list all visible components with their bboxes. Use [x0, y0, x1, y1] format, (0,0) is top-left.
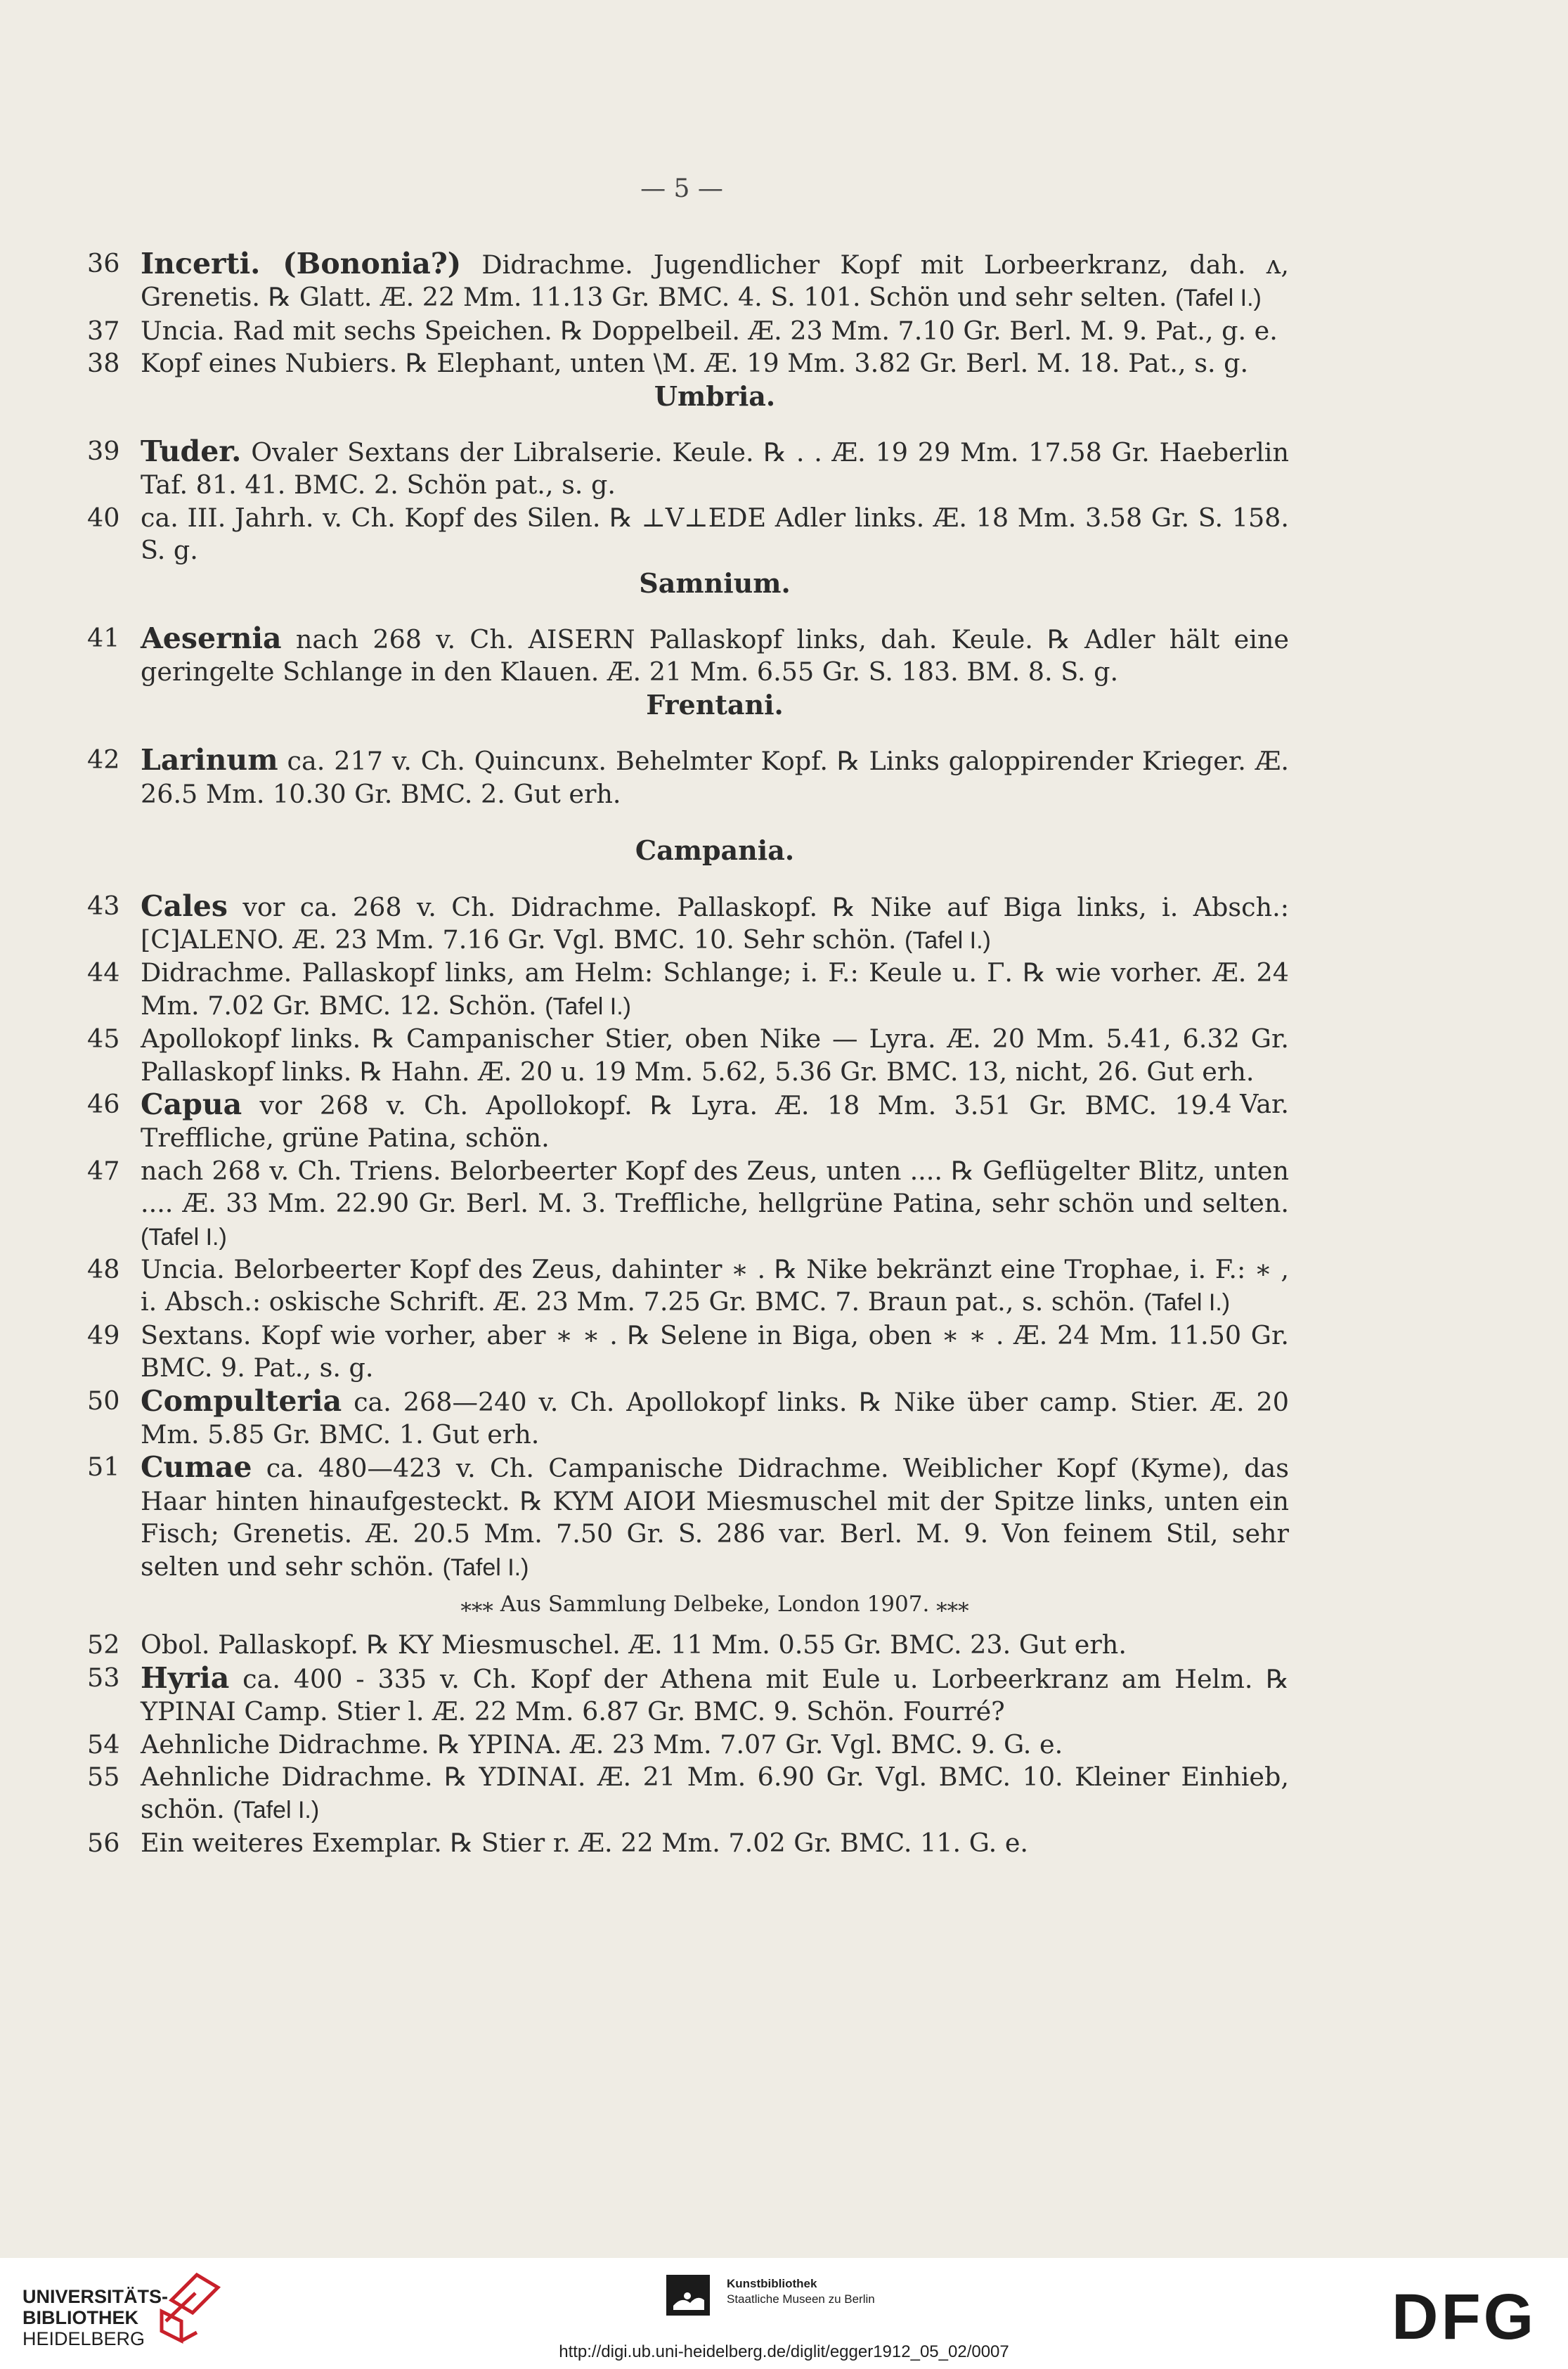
- entry-number: 46: [87, 1088, 120, 1119]
- entry-text: Aehnliche Didrachme. ℞ YPINA. Æ. 23 Mm. 7.07 Gr. Vgl. BMC. 9. G. e.: [141, 1729, 1063, 1760]
- catalog-entry: [87, 1451, 1289, 1584]
- entry-mint-name: Cumae: [141, 1450, 252, 1485]
- catalog-entry: [87, 1662, 1289, 1729]
- entry-number: 52: [87, 1629, 120, 1660]
- entry-text: Didrachme. Pallaskopf links, am Helm: Schlange; i. F.: Keule u. Γ. ℞ wie vorher. Æ. 24 Mm. 7.02 Gr. BMC. 12. Schön.: [141, 957, 1289, 1021]
- entry-plate-reference: (Tafel I.): [905, 927, 991, 954]
- permalink-url[interactable]: http://digi.ub.uni-heidelberg.de/diglit/egger1912_05_02/0007: [559, 2342, 1009, 2361]
- entry-text: ca. 217 v. Ch. Quincunx. Behelmter Kopf. ℞ Links galoppirender Krieger. Æ. 26.5 Mm. 10.30 Gr. BMC. 2. Gut erh.: [141, 746, 1289, 809]
- entry-number: 51: [87, 1452, 120, 1483]
- kunstbibliothek-logo-icon: [666, 2275, 710, 2316]
- catalog-entry: [87, 1385, 1289, 1452]
- entry-number: 55: [87, 1762, 120, 1793]
- entry-mint-name: Larinum: [141, 743, 278, 777]
- kunstbibliothek-logo-text: [727, 2276, 875, 2307]
- section-heading-samnium: Samnium.: [639, 567, 791, 599]
- entry-number: 37: [87, 315, 120, 346]
- entry-text: ca. 268—240 v. Ch. Apollokopf links. ℞ Nike über camp. Stier. Æ. 20 Mm. 5.85 Gr. BMC. 1. Gut erh.: [141, 1386, 1289, 1450]
- catalog-entry: [87, 1155, 1289, 1253]
- section-heading-umbria: Umbria.: [654, 380, 776, 412]
- entry-text: Ovaler Sextans der Libralserie. Keule. ℞ . . Æ. 19 29 Mm. 17.58 Gr. Haeberlin Taf. 81. 41. BMC. 2. Schön pat., s. g.: [141, 437, 1289, 501]
- entry-group-umbria: [87, 435, 1289, 567]
- entry-group-delbeke: [87, 1629, 1289, 1859]
- catalog-entry: [87, 1319, 1289, 1385]
- entry-number: 38: [87, 348, 120, 379]
- entry-text: vor 268 v. Ch. Apollokopf. ℞ Lyra. Æ. 18 Mm. 3.51 Gr. BMC. 19. Treffliche, grüne Patina, schön.: [141, 1090, 1216, 1154]
- entry-text: Uncia. Rad mit sechs Speichen. ℞ Doppelbeil. Æ. 23 Mm. 7.10 Gr. Berl. M. 9. Pat., g. e.: [141, 315, 1278, 346]
- entry-text: vor ca. 268 v. Ch. Didrachme. Pallaskopf. ℞ Nike auf Biga links, i. Absch.: [C]ALENO. Æ. 23 Mm. 7.16 Gr. Vgl. BMC. 10. Sehr schön.: [141, 891, 1289, 955]
- catalog-content: [87, 247, 1289, 1859]
- entry-mint-name: Compulteria: [141, 1383, 342, 1418]
- entry-number: 40: [87, 502, 120, 533]
- ub-line-1: UNIVERSITÄTS-: [22, 2286, 169, 2307]
- entry-variant-count: 4 Var.: [1215, 1088, 1289, 1119]
- entry-mint-name: Tuder.: [141, 434, 242, 469]
- entry-group-campania: [87, 890, 1289, 1584]
- entry-group-frentani: [87, 744, 1289, 811]
- ub-heidelberg-logo-text: [22, 2286, 168, 2349]
- catalog-entry: [87, 1827, 1289, 1859]
- catalog-entry: [87, 1629, 1289, 1661]
- dfg-logo: DFG: [1392, 2281, 1537, 2353]
- entry-plate-reference: (Tafel I.): [141, 1223, 227, 1251]
- ub-heidelberg-logo-icon: [156, 2272, 223, 2345]
- section-heading-frentani: Frentani.: [646, 688, 784, 721]
- entry-plate-reference: (Tafel I.): [1143, 1289, 1231, 1317]
- entry-plate-reference: (Tafel I.): [545, 993, 631, 1020]
- entry-number: 43: [87, 890, 120, 921]
- kb-line-1: Kunstbibliothek: [727, 2277, 817, 2290]
- ub-line-3: HEIDELBERG: [22, 2328, 145, 2349]
- catalog-entry: [87, 957, 1289, 1023]
- entry-number: 56: [87, 1827, 120, 1858]
- footer-bar: [0, 2258, 1568, 2369]
- ub-line-2: BIBLIOTHEK: [22, 2307, 138, 2328]
- catalog-entry: [87, 744, 1289, 811]
- entry-number: 47: [87, 1155, 120, 1186]
- entry-mint-name: Cales: [141, 889, 228, 923]
- entry-mint-name: Capua: [141, 1087, 242, 1121]
- entry-number: 53: [87, 1662, 120, 1693]
- entry-text: ca. 480—423 v. Ch. Campanische Didrachme. Weiblicher Kopf (Kyme), das Haar hinten hinaufgesteckt. ℞ KYM AIOИ Miesmuschel mit der Spitze links, unten ein Fisch; Grenetis. Æ. 20.5 Mm. 7.50 Gr. S. 286 var. Berl. M. 9. Von feinem Stil, sehr selten und sehr schön.: [141, 1453, 1289, 1582]
- catalog-entry: [87, 1729, 1289, 1761]
- entry-number: 48: [87, 1253, 120, 1284]
- entry-number: 50: [87, 1385, 120, 1416]
- entry-text: nach 268 v. Ch. AISERN Pallaskopf links, dah. Keule. ℞ Adler hält eine geringelte Schlange in den Klauen. Æ. 21 Mm. 6.55 Gr. S. 183. BM. 8. S. g.: [141, 624, 1289, 688]
- entry-group-incerti: [87, 247, 1289, 380]
- collection-note: ⁎⁎⁎ Aus Sammlung Delbeke, London 1907. ⁎⁎⁎: [460, 1592, 969, 1618]
- section-heading-campania: Campania.: [635, 834, 795, 867]
- entry-number: 44: [87, 957, 120, 988]
- entry-text: nach 268 v. Ch. Triens. Belorbeerter Kopf des Zeus, unten .... ℞ Geflügelter Blitz, unten .... Æ. 33 Mm. 22.90 Gr. Berl. M. 3. Treffliche, hellgrüne Patina, sehr schön und selten.: [141, 1155, 1289, 1219]
- catalog-entry: [87, 1761, 1289, 1827]
- catalog-entry: [87, 315, 1289, 347]
- entry-number: 54: [87, 1729, 120, 1760]
- entry-plate-reference: (Tafel I.): [233, 1797, 320, 1824]
- catalog-entry: [87, 1253, 1289, 1319]
- entry-plate-reference: (Tafel I.): [442, 1554, 529, 1581]
- entry-mint-name: Incerti. (Bononia?): [141, 247, 462, 280]
- entry-number: 49: [87, 1319, 120, 1350]
- entry-number: 41: [87, 623, 120, 654]
- entry-mint-name: Hyria: [141, 1660, 230, 1695]
- catalog-entry: [87, 347, 1289, 380]
- entry-mint-name: Aesernia: [141, 621, 282, 656]
- entry-text: Uncia. Belorbeerter Kopf des Zeus, dahinter ∗ . ℞ Nike bekränzt eine Trophae, i. F.: ∗ , i. Absch.: oskische Schrift. Æ. 23 Mm. 7.25 Gr. BMC. 7. Braun pat., s. schön.: [141, 1253, 1289, 1317]
- entry-number: 45: [87, 1024, 120, 1054]
- catalog-entry: [87, 247, 1289, 315]
- kb-line-2: Staatliche Museen zu Berlin: [727, 2292, 875, 2306]
- entry-text: Obol. Pallaskopf. ℞ KY Miesmuschel. Æ. 11 Mm. 0.55 Gr. BMC. 23. Gut erh.: [141, 1629, 1127, 1660]
- entry-group-samnium: [87, 622, 1289, 689]
- entry-number: 39: [87, 436, 120, 467]
- page-number: — 5 —: [640, 174, 723, 203]
- catalog-entry: [87, 435, 1289, 502]
- entry-text: Ein weiteres Exemplar. ℞ Stier r. Æ. 22 Mm. 7.02 Gr. BMC. 11. G. e.: [141, 1827, 1029, 1858]
- entry-text: ca. III. Jahrh. v. Ch. Kopf des Silen. ℞ ⊥V⊥EDE Adler links. Æ. 18 Mm. 3.58 Gr. S. 158. S. g.: [141, 502, 1289, 566]
- entry-number: 36: [87, 248, 120, 278]
- entry-text: Sextans. Kopf wie vorher, aber ∗ ∗ . ℞ Selene in Biga, oben ∗ ∗ . Æ. 24 Mm. 11.50 Gr. BMC. 9. Pat., s. g.: [141, 1319, 1289, 1383]
- entry-text: Kopf eines Nubiers. ℞ Elephant, unten \M. Æ. 19 Mm. 3.82 Gr. Berl. M. 18. Pat., s. g.: [141, 348, 1249, 379]
- entry-number: 42: [87, 744, 120, 775]
- catalog-entry: [87, 502, 1289, 567]
- entry-text: Aehnliche Didrachme. ℞ YDINAI. Æ. 21 Mm. 6.90 Gr. Vgl. BMC. 10. Kleiner Einhieb, schön.: [141, 1762, 1289, 1825]
- catalog-entry: [87, 890, 1289, 957]
- entry-plate-reference: (Tafel I.): [1175, 285, 1262, 312]
- entry-text: Didrachme. Jugendlicher Kopf mit Lorbeerkranz, dah. ʌ, Grenetis. ℞ Glatt. Æ. 22 Mm. 11.13 Gr. BMC. 4. S. 101. Schön und sehr selten.: [141, 250, 1289, 313]
- entry-text: ca. 400 - 335 v. Ch. Kopf der Athena mit Eule u. Lorbeerkranz am Helm. ℞ YPINAI Camp. Stier l. Æ. 22 Mm. 6.87 Gr. BMC. 9. Schön. Fourré?: [141, 1663, 1289, 1727]
- entry-text: Apollokopf links. ℞ Campanischer Stier, oben Nike — Lyra. Æ. 20 Mm. 5.41, 6.32 Gr. Pallaskopf links. ℞ Hahn. Æ. 20 u. 19 Mm. 5.62, 5.36 Gr. BMC. 13, nicht, 26. Gut erh.: [141, 1024, 1289, 1087]
- catalog-entry: [87, 622, 1289, 689]
- catalog-entry: [87, 1088, 1289, 1155]
